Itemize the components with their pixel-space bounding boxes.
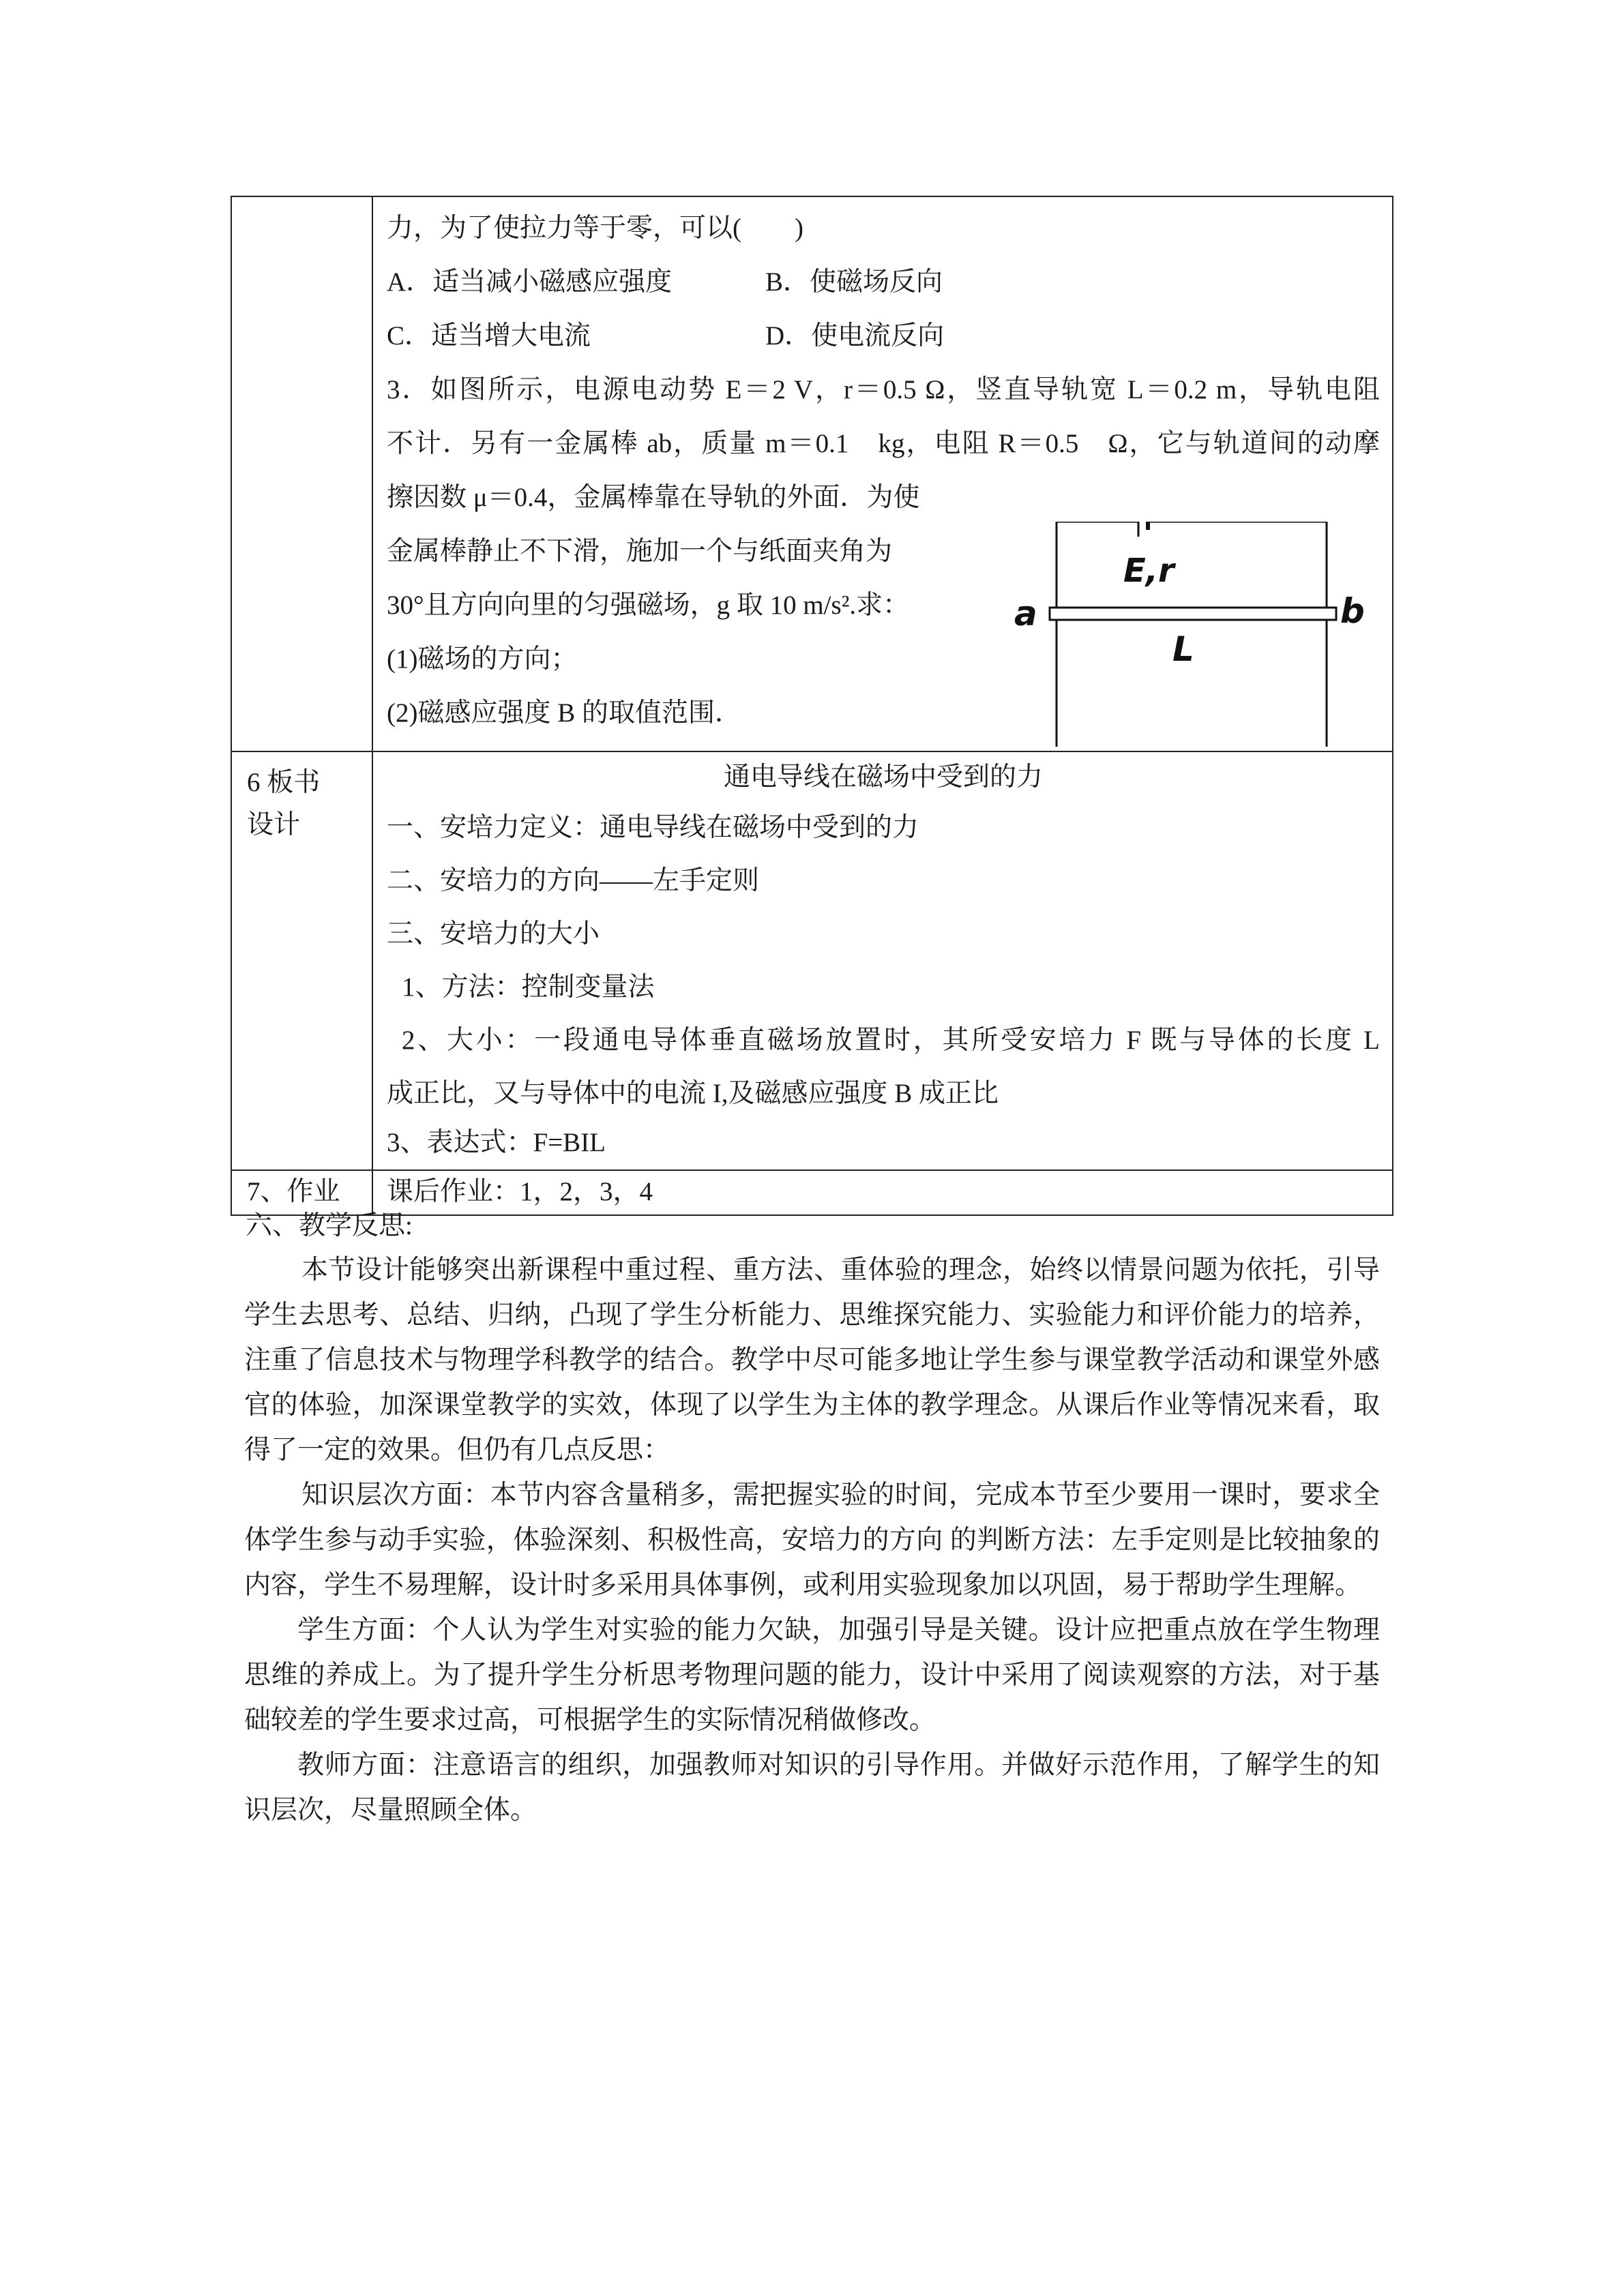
option-d: D．使电流反向: [765, 321, 945, 351]
row2-label-line2: 设计: [247, 810, 301, 839]
exercise-content: [373, 197, 1392, 744]
metal-rod: [1050, 608, 1336, 620]
teaching-reflection: [244, 1204, 1380, 1833]
label-b: b: [1340, 591, 1365, 631]
problem3-question2: (2)磁感应强度 B 的取值范围．: [387, 698, 741, 728]
row3-left-cell: 7、作业: [231, 1170, 372, 1215]
lesson-plan-table: [231, 196, 1393, 1216]
option-a: A．适当减小磁感应强度: [387, 267, 673, 297]
board-title: 通电导线在磁场中受到的力: [723, 762, 1043, 792]
option-c: C．适当增大电流: [387, 321, 591, 351]
circuit-diagram: [1014, 522, 1369, 747]
options-line-cd: [387, 309, 1380, 363]
label-a: a: [1014, 594, 1037, 633]
reflection-paragraph-4: 教师方面：注意语言的组织，加强教师对知识的引导作用。并做好示范作用，了解学生的知识层次，尽量照顾全体。: [244, 1750, 1380, 1825]
problem3-line3: 擦因数 μ＝0.4，金属棒靠在导轨的外面．为使: [387, 483, 920, 512]
homework-text: 课后作业：1，2，3，4: [387, 1177, 653, 1206]
row2-right-cell: [372, 751, 1393, 1170]
reflection-paragraph-3: 学生方面：个人认为学生对实验的能力欠缺，加强引导是关键。设计应把重点放在学生物理思维的养成上。为了提升学生分析思考物理问题的能力，设计中采用了阅读观察的方法，对于基础较差的学生要求过高，可根据学生的实际情况稍做修改。: [244, 1615, 1380, 1735]
reflection-paragraph-2: 知识层次方面：本节内容含量稍多，需把握实验的时间，完成本节至少要用一课时，要求全体学生参与动手实验，体验深刻、积极性高，安培力的方向 的判断方法：左手定则是比较抽象的内容，学生不易理解，设计时多采用具体事例，或利用实验现象加以巩固，易于帮助学生理解。: [244, 1480, 1380, 1600]
problem3-question1: (1)磁场的方向；: [387, 644, 578, 674]
row2-left-cell: [231, 751, 372, 1170]
problem3-line1: 3．如图所示，电源电动势 E＝2 V，r＝0.5 Ω，竖直导轨宽 L＝0.2 m，导轨电阻: [387, 375, 1380, 404]
question-line: 力，为了使拉力等于零，可以( ): [387, 213, 803, 243]
label-length: L: [1172, 629, 1194, 669]
board-line-7: 3、表达式：F=BIL: [387, 1128, 606, 1157]
row2-label-line1: 6 板书: [247, 768, 321, 797]
row1-right-cell: [372, 196, 1393, 751]
reflection-heading: 六、教学反思:: [246, 1211, 413, 1240]
problem3-line4: 金属棒静止不下滑，施加一个与纸面夹角为: [387, 537, 893, 566]
board-line-4: 1、方法：控制变量法: [402, 972, 655, 1002]
board-line-6: 成正比，又与导体中的电流 I,及磁感应强度 B 成正比: [387, 1079, 999, 1108]
problem3-line5: 30°且方向向里的匀强磁场，g 取 10 m/s².求：: [387, 591, 910, 620]
row1-left-cell: [231, 196, 372, 751]
board-line-2: 二、安培力的方向——左手定则: [387, 866, 760, 895]
board-line-1: 一、安培力定义：通电导线在磁场中受到的力: [387, 813, 919, 842]
table-row-board-design: [231, 751, 1393, 1170]
problem3-line2: 不计．另有一金属棒 ab，质量 m＝0.1 kg，电阻 R＝0.5 Ω，它与轨道间的动摩: [387, 429, 1380, 458]
reflection-paragraph-1: 本节设计能够突出新课程中重过程、重方法、重体验的理念，始终以情景问题为依托，引导学生去思考、总结、归纳，凸现了学生分析能力、思维探究能力、实验能力和评价能力的培养，注重了信息技术与物理学科教学的结合。教学中尽可能多地让学生参与课堂教学活动和课堂外感官的体验，加深课堂教学的实效，体现了以学生为主体的教学理念。从课后作业等情况来看，取得了一定的效果。但仍有几点反思：: [244, 1255, 1380, 1465]
table-row-exercise: [231, 196, 1393, 751]
label-source: E,r: [1123, 552, 1175, 590]
board-line-5: 2、大小：一段通电导体垂直磁场放置时，其所受安培力 F 既与导体的长度 L: [402, 1026, 1380, 1055]
option-b: B．使磁场反向: [765, 267, 943, 297]
board-line-3: 三、安培力的大小: [387, 919, 600, 949]
options-line-ab: [387, 255, 1380, 309]
